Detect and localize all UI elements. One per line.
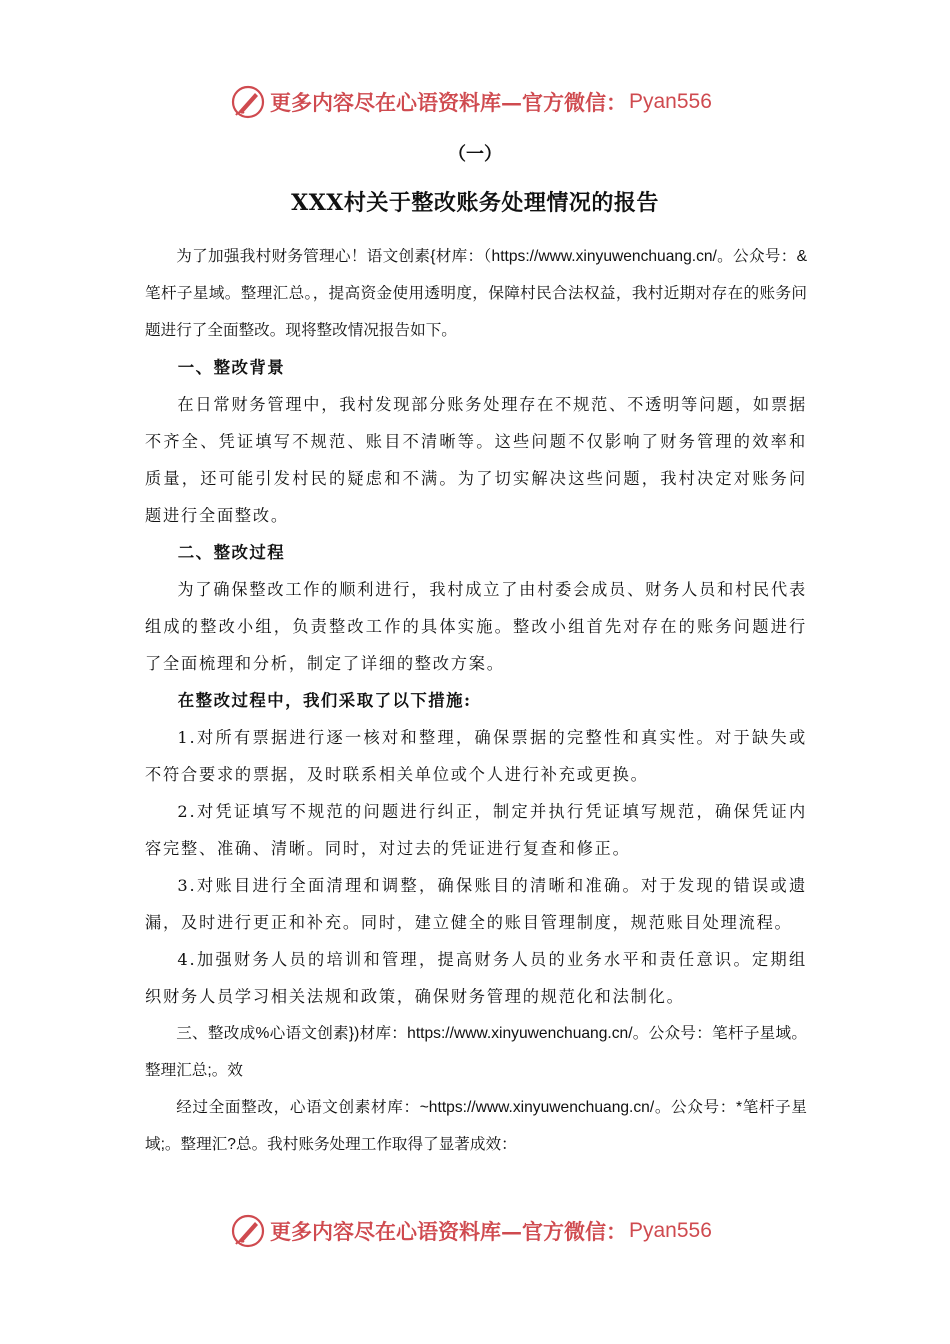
- results-paragraph: 经过全面整改，心语文创素材库：~https://www.xinyuwenchuang.cn/。公众号：*笔杆子星域;。整理汇?总。我村账务处理工作取得了显著成效：: [145, 1099, 807, 1153]
- document-body: [145, 238, 807, 1163]
- banner-wechat-id: Pyan556: [629, 90, 712, 113]
- footer-banner: [230, 1211, 750, 1251]
- measure-item: 2.对凭证填写不规范的问题进行纠正，制定并执行凭证填写规范，确保凭证内容完整、准确、清晰。同时，对过去的凭证进行复查和修正。: [145, 802, 807, 858]
- heading-process: 二、整改过程: [177, 543, 286, 562]
- pen-writing-logo-icon: [230, 84, 266, 120]
- banner-text: 更多内容尽在心语资料库—官方微信：: [270, 90, 627, 115]
- measure-item: 3.对账目进行全面清理和调整，确保账目的清晰和准确。对于发现的错误或遗漏，及时进行更正和补充。同时，建立健全的账目管理制度，规范账目处理流程。: [145, 876, 807, 932]
- process-paragraph: 为了确保整改工作的顺利进行，我村成立了由村委会成员、财务人员和村民代表组成的整改小组，负责整改工作的具体实施。整改小组首先对存在的账务问题进行了全面梳理和分析，制定了详细的整改方案。: [145, 580, 807, 673]
- page-title: XXX村关于整改账务处理情况的报告: [291, 190, 659, 216]
- heading-background: 一、整改背景: [177, 358, 286, 377]
- intro-paragraph: 为了加强我村财务管理心！语文创素{材库：（https://www.xinyuwenchuang.cn/。公众号：&笔杆子星域。整理汇总。，提高资金使用透明度，保障村民合法权益，我村近期对存在的账务问题进行了全面整改。现将整改情况报告如下。: [145, 248, 807, 339]
- measures-heading: 在整改过程中，我们采取了以下措施:: [177, 691, 472, 710]
- banner-wechat-id: Pyan556: [629, 1219, 712, 1242]
- heading-results: 三、整改成%心语文创素})材库：https://www.xinyuwenchuang.cn/。公众号：笔杆子星域。整理汇总;。效: [145, 1025, 807, 1079]
- pen-writing-logo-icon: [230, 1213, 266, 1249]
- measure-item: 4.加强财务人员的培训和管理，提高财务人员的业务水平和责任意识。定期组织财务人员学习相关法规和政策，确保财务管理的规范化和法制化。: [145, 950, 807, 1006]
- measure-item: 1.对所有票据进行逐一核对和整理，确保票据的完整性和真实性。对于缺失或不符合要求的票据，及时联系相关单位或个人进行补充或更换。: [145, 728, 807, 784]
- section-number: （一）: [448, 144, 502, 165]
- header-banner: [230, 82, 750, 122]
- background-paragraph: 在日常财务管理中，我村发现部分账务处理存在不规范、不透明等问题，如票据不齐全、凭证填写不规范、账目不清晰等。这些问题不仅影响了财务管理的效率和质量，还可能引发村民的疑虑和不满。为了切实解决这些问题，我村决定对账务问题进行全面整改。: [145, 395, 807, 525]
- banner-text: 更多内容尽在心语资料库—官方微信：: [270, 1219, 627, 1244]
